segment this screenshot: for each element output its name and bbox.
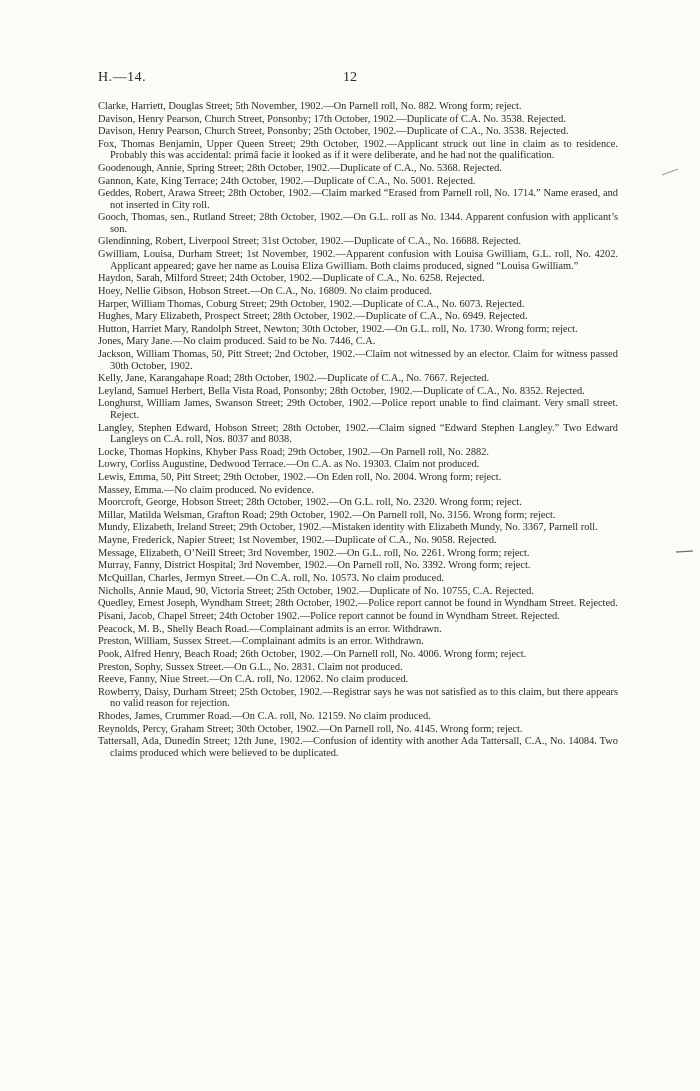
entry: Clarke, Harriett, Douglas Street; 5th November, 1902.—On Parnell roll, No. 882. Wrong form; reject. bbox=[98, 101, 522, 112]
pencil-mark-icon bbox=[660, 166, 682, 178]
entry: Jackson, William Thomas, 50, Pitt Street; 2nd October, 1902.—Claim not witnessed by an elector. Claim for witness passed 30th October, 1902. bbox=[98, 349, 618, 372]
entry: Reeve, Fanny, Niue Street.—On C.A. roll, No. 12062. No claim produced. bbox=[98, 674, 409, 686]
entry: Langley, Stephen Edward, Hobson Street; 28th October, 1902.—Claim signed “Edward Stephen Langley.” Two Edward Langleys on C.A. roll, Nos. 8037 and 8038. bbox=[98, 422, 618, 445]
entry: Pook, Alfred Henry, Beach Road; 26th October, 1902.—On Parnell roll, No. 4006. Wrong form; reject. bbox=[98, 648, 527, 660]
entry: Rowberry, Daisy, Durham Street; 25th October, 1902.—Registrar says he was not satisfied as to this claim, but there appears no valid reason for rejection. bbox=[98, 686, 618, 710]
entry: Longhurst, William James, Swanson Street; 29th October, 1902.—Police report unable to find claimant. Very small street. Reject. bbox=[98, 398, 618, 421]
entry: Murray, Fanny, District Hospital; 3rd November, 1902.—On Parnell roll, No. 3392. Wrong form; reject. bbox=[98, 560, 531, 572]
entry: Mayne, Frederick, Napier Street; 1st November, 1902.—Duplicate of C.A., No. 9058. Rejected. bbox=[98, 535, 497, 547]
entry: Mundy, Elizabeth, Ireland Street; 29th October, 1902.—Mistaken identity with Elizabeth Mundy, No. 3367, Parnell roll. bbox=[98, 522, 598, 534]
entry: Hutton, Harriet Mary, Randolph Street, Newton; 30th October, 1902.—On G.L. roll, No. 1730. Wrong form; reject. bbox=[98, 323, 578, 335]
entry: Quedley, Ernest Joseph, Wyndham Street; 28th October, 1902.—Police report cannot be found in Wyndham Street. Rejected. bbox=[98, 598, 618, 610]
entry: Haydon, Sarah, Milford Street; 24th October, 1902.—Duplicate of C.A., No. 6258. Rejected. bbox=[98, 273, 485, 285]
entry: Locke, Thomas Hopkins, Khyber Pass Road; 29th October, 1902.—On Parnell roll, No. 2882. bbox=[98, 446, 490, 458]
entry: Peacock, M. B., Shelly Beach Road.—Complainant admits is an error. Withdrawn. bbox=[98, 623, 442, 635]
entry: Tattersall, Ada, Dunedin Street; 12th June, 1902.—Confusion of identity with another Ada Tattersall, C.A., No. 14084. Two claims produced which were believed to be duplicated. bbox=[98, 736, 618, 759]
entry: Fox, Thomas Benjamin, Upper Queen Street; 29th October, 1902.—Applicant struck out line in claim as to residence. Probably this was accidental: primâ facie it looked as if it were deliberate, and he had not the qualification. bbox=[98, 138, 618, 162]
entry: Lewis, Emma, 50, Pitt Street; 29th October, 1902.—On Eden roll, No. 2004. Wrong form; reject. bbox=[98, 471, 502, 483]
entry: Pisani, Jacob, Chapel Street; 24th October 1902.—Police report cannot be found in Wyndham Street. Rejected. bbox=[98, 610, 560, 622]
page-header bbox=[98, 70, 618, 88]
entry: Glendinning, Robert, Liverpool Street; 31st October, 1902.—Duplicate of C.A., No. 16688. Rejected. bbox=[98, 236, 521, 248]
entry: Gooch, Thomas, sen., Rutland Street; 28th October, 1902.—On G.L. roll as No. 1344. Apparent confusion with applicant’s son. bbox=[98, 212, 618, 235]
entry: Goodenough, Annie, Spring Street; 28th October, 1902.—Duplicate of C.A., No. 5368. Rejected. bbox=[98, 163, 502, 175]
entry: Kelly, Jane, Karangahape Road; 28th October, 1902.—Duplicate of C.A., No. 7667. Rejected. bbox=[98, 373, 490, 385]
entry: Davison, Henry Pearson, Church Street, Ponsonby; 25th October, 1902.—Duplicate of C.A., No. 3538. Rejected. bbox=[98, 126, 569, 138]
entry: Davison, Henry Pearson, Church Street, Ponsonby; 17th October, 1902.—Duplicate of C.A. No. 3538. Rejected. bbox=[98, 113, 566, 125]
entry: Message, Elizabeth, O’Neill Street; 3rd November, 1902.—On G.L. roll, No. 2261. Wrong form; reject. bbox=[98, 547, 530, 559]
entry: Reynolds, Percy, Graham Street; 30th October, 1902.—On Parnell roll, No. 4145. Wrong form; reject. bbox=[98, 723, 523, 735]
entry: Lowry, Corliss Augustine, Dedwood Terrace.—On C.A. as No. 19303. Claim not produced. bbox=[98, 459, 480, 471]
entry: Leyland, Samuel Herbert, Bella Vista Road, Ponsonby; 28th October, 1902.—Duplicate of C.A., No. 8352. Rejected. bbox=[98, 385, 585, 397]
entry: Nicholls, Annie Maud, 90, Victoria Street; 25th October, 1902.—Duplicate of No. 10755, C.A. Rejected. bbox=[98, 585, 534, 597]
entry: Gwilliam, Louisa, Durham Street; 1st November, 1902.—Apparent confusion with Louisa Gwilliam, G.L. roll, No. 4202. Applicant appeared; gave her name as Louisa Eliza Gwilliam. Both claims produced, signed “Louisa Gwilliam.” bbox=[98, 249, 618, 272]
entry: Hughes, Mary Elizabeth, Prospect Street; 28th October, 1902.—Duplicate of C.A., No. 6949. Rejected. bbox=[98, 311, 528, 323]
page-number: 12 bbox=[343, 70, 357, 85]
entry: Harper, William Thomas, Coburg Street; 29th October, 1902.—Duplicate of C.A., No. 6073. Rejected. bbox=[98, 298, 525, 310]
entry: Geddes, Robert, Arawa Street; 28th October, 1902.—Claim marked “Erased from Parnell roll, No. 1714.” Name erased, and not inserted in City roll. bbox=[98, 188, 618, 211]
entry-list bbox=[98, 101, 618, 760]
entry: Hoey, Nellie Gibson, Hobson Street.—On C.A., No. 16809. No claim produced. bbox=[98, 285, 432, 297]
entry: Millar, Matilda Welsman, Grafton Road; 29th October, 1902.—On Parnell roll, No. 3156. Wrong form; reject. bbox=[98, 509, 556, 521]
document-code: H.—14. bbox=[98, 70, 147, 85]
entry: Preston, William, Sussex Street.—Complainant admits is an error. Withdrawn. bbox=[98, 636, 424, 648]
entry: Rhodes, James, Crummer Road.—On C.A. roll, No. 12159. No claim produced. bbox=[98, 710, 431, 722]
entry: Jones, Mary Jane.—No claim produced. Said to be No. 7446, C.A. bbox=[98, 336, 376, 348]
entry: Gannon, Kate, King Terrace; 24th October, 1902.—Duplicate of C.A., No. 5001. Rejected. bbox=[98, 175, 476, 187]
pencil-dash-icon bbox=[675, 548, 695, 556]
entry: Preston, Sophy, Sussex Street.—On G.L., No. 2831. Claim not produced. bbox=[98, 661, 403, 673]
entry: Moorcroft, George, Hobson Street; 28th October, 1902.—On G.L. roll, No. 2320. Wrong form; reject. bbox=[98, 497, 522, 509]
entry: McQuillan, Charles, Jermyn Street.—On C.A. roll, No. 10573. No claim produced. bbox=[98, 573, 445, 585]
entry: Massey, Emma.—No claim produced. No evidence. bbox=[98, 484, 315, 496]
